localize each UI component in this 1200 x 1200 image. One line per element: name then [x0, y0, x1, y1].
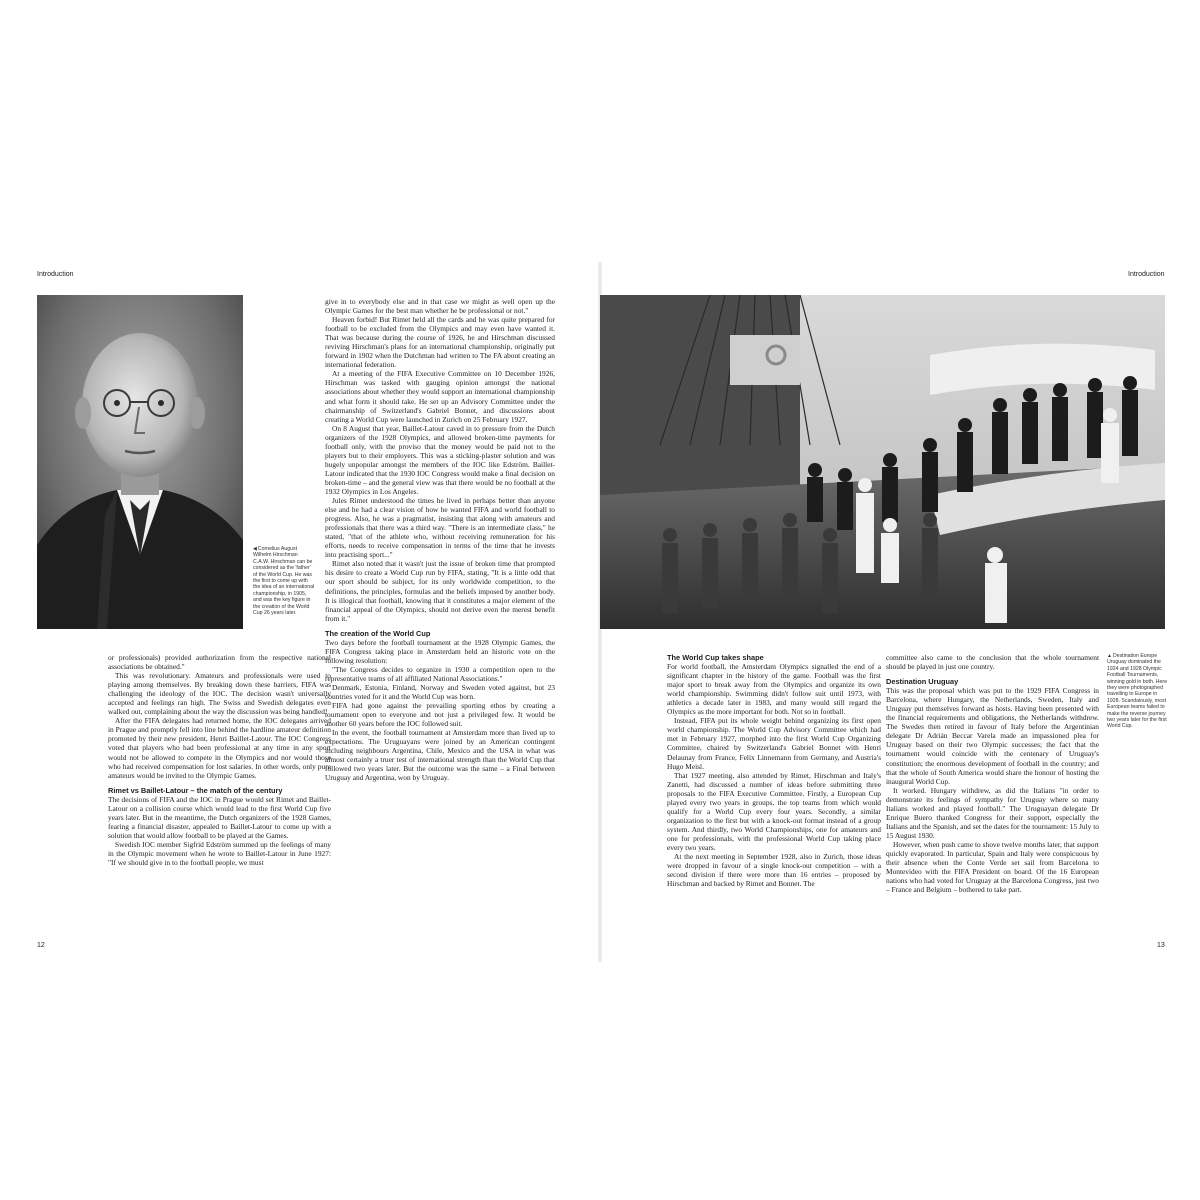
section-heading: The World Cup takes shape [667, 653, 764, 662]
body-paragraph: Swedish IOC member Sigfrid Edström summed up the feelings of many in the Olympic movement when he wrote to Baillet-Latour in June 1927: "If we should give in to the football people, we must [108, 839, 331, 868]
team-ship-photo [600, 295, 1165, 629]
right-page-column-1 [667, 653, 881, 888]
ship-caption-text: Destination Europe Uruguay dominated the 1924 and 1928 Olympic Football Tournaments, winning gold in both. Here they were photographed travelling to Europe in 1928. Scandalously, most European teams failed to make the reverse journey two years later for the first World Cup. [1107, 653, 1167, 730]
body-paragraph: This was revolutionary. Amateurs and professionals were used to playing among themselves. By breaking down these barriers, FIFA was challenging the ideology of the IOC. The decision wasn't universally accepted and feelings ran high. The Swiss and Swedish delegates even walked out, complaining about the way the discussion was being handled! [108, 671, 331, 717]
body-paragraph: At a meeting of the FIFA Executive Committee on 10 December 1926, Hirschman was tasked with gauging opinion amongst the national associations about whether they would support an international championship and what form it should take. He set up an Advisory Committee under the chairmanship of Switzerland's Gabriel Bonnet, and discussions about creating a World Cup were launched in Zurich on 25 February 1927. [325, 369, 555, 424]
body-paragraph: Denmark, Estonia, Finland, Norway and Sweden voted against, but 23 countries voted for it and the World Cup was born. [325, 682, 555, 702]
left-page-number: 12 [37, 942, 45, 949]
body-paragraph: committee also came to the conclusion that the whole tournament should be played in just one country. [886, 653, 1099, 672]
body-paragraph: It worked. Hungary withdrew, as did the Italians "in order to demonstrate its feelings of sympathy for Uruguay where so many Italians worked and played football." The Uruguayan delegate Dr Enrique Buero thanked Congress for their support, especially the Italians and the Spanish, and set the dates for the tournament: 15 July to 15 August 1930. [886, 785, 1099, 840]
portrait-caption [253, 546, 315, 616]
right-running-head: Introduction [1128, 271, 1165, 278]
left-running-head: Introduction [37, 271, 74, 278]
body-paragraph: Two days before the football tournament at the 1928 Olympic Games, the FIFA Congress taking place in Amsterdam held an historic vote on the following resolution: [325, 637, 555, 665]
caption-pointer-icon: ◀ [253, 546, 257, 552]
body-paragraph: In the event, the football tournament at Amsterdam more than lived up to expectations. The Uruguayans were joined by an American contingent including neighbours Argentina, Chile, Mexico and the USA in what was almost certainly a truer test of international strength than the World Cup that followed two years later. But the outcome was the same – a Final between Uruguay and Argentina, won by Uruguay. [325, 728, 555, 783]
portrait-caption-text: Cornelius August Wilhelm Hirschman C.A.W. Hirschman can be considered as the 'father' of the World Cup. He was the first to come up with the idea of an international championship, in 1905, and was the key figure in the creation of the World Cup 26 years later. [253, 546, 315, 617]
portrait-illustration [37, 295, 243, 629]
body-paragraph: FIFA had gone against the prevailing sporting ethos by creating a tournament open to everyone and not just a privileged few. It would be another 60 years before the IOC followed suit. [325, 701, 555, 729]
body-paragraph: On 8 August that year, Baillet-Latour caved in to pressure from the Dutch organizers of the 1928 Olympics, and allowed broken-time payments for football only, with the proviso that the money would be paid not to the players but to their employers. This was a sticking-plaster solution and was hugely unpopular amongst the members of the IOC like Edström. Baillet-Latour indicated that the 1930 IOC Congress would make a final decision on broken-time – and the general view was that there would be no football at the 1932 Olympics in Los Angeles. [325, 423, 555, 496]
left-page-column-2 [325, 297, 555, 782]
body-paragraph: After the FIFA delegates had returned home, the IOC delegates arrived in Prague and promptly fell into line behind the hardline amateur definition promoted by their new president, Henri Baillet-Latour. The IOC Congress voted that players who had been professional at any time in any sport would not be allowed to compete in the Olympics and nor would those who had received compensation for lost salaries. In other words, only pure amateurs would be invited to the Olympic Games. [108, 716, 331, 780]
section-heading: The creation of the World Cup [325, 628, 431, 638]
body-paragraph: "The Congress decides to organize in 1930 a competition open to the representative teams of all affiliated National Associations." [325, 664, 555, 683]
section-heading: Destination Uruguay [886, 677, 959, 687]
body-paragraph: For world football, the Amsterdam Olympics signalled the end of a significant chapter in the history of the game. Football was the first major sport to break away from the Olympics and organize its own world championship. Swimming didn't follow suit until 1973, with athletics a decade later in 1983, and many would still regard the Olympics as the more important for both. Not so in football. [667, 662, 881, 717]
portrait-photo-hirschman [37, 295, 243, 629]
right-page-column-2 [886, 653, 1099, 894]
body-paragraph: or professionals) provided authorization from the respective national associations be obtained." [108, 653, 331, 672]
ship-photo-caption [1107, 653, 1167, 730]
section-heading: Rimet vs Baillet-Latour – the match of the century [108, 785, 283, 795]
body-paragraph: However, when push came to shove twelve months later, that support quickly evaporated. In particular, Spain and Italy were conspicuous by their absence when the Conte Verde set sail from Barcelona to Montevideo with the FIFA President on board. Of the 16 European nations who had voted for Uruguay at the Barcelona Congress, just two – France and Belgium – bothered to take part. [886, 839, 1099, 895]
body-paragraph: Instead, FIFA put its whole weight behind organizing its first open world championship. The World Cup Advisory Committee which had met in February 1927, morphed into the first World Cup Organizing Committee, chaired by Switzerland's Gabriel Bonnet with Henri Delaunay from France, Felix Linnemann from Germany, and Austria's Hugo Meisl. [667, 716, 881, 771]
body-paragraph: The decisions of FIFA and the IOC in Prague would set Rimet and Baillet-Latour on a collision course which would lead to the first World Cup five years later. But in the meantime, the Dutch organizers of the 1928 Games, fearing a financial disaster, appealed to Baillet-Latour to come up with a solution that would allow football to be played at the Games. [108, 794, 331, 840]
body-paragraph: This was the proposal which was put to the 1929 FIFA Congress in Barcelona, where Hungary, the Netherlands, Sweden, Italy and Uruguay put themselves forward as hosts. Having been presented with the financial requirements and obligations, the Netherlands withdrew. The Swedes then retired in favour of Italy before the Argentinian delegate Dr Adrián Beccar Varela made an impassioned plea for Uruguay based on their two Olympic successes; the fact that the tournament would coincide with the centenary of Uruguay's constitution; the enormous development of football in the country; and that the whole of South America would share the honour of hosting the inaugural World Cup. [886, 686, 1099, 786]
ship-deck-illustration [600, 295, 1165, 629]
body-paragraph: Jules Rimet understood the times he lived in perhaps better than anyone else and he had a clear vision of how he wanted FIFA and world football to progress. Also, he was a pragmatist, insisting that along with amateurs and professionals that there was a third way. "There is an intermediate class," he stated, "that of the athlete who, without receiving remuneration for his efforts, needs to receive compensation in terms of the time that he invests into practising sport..." [325, 496, 555, 560]
right-page-number: 13 [1157, 942, 1165, 949]
body-paragraph: Rimet also noted that it wasn't just the issue of broken time that prompted his desire to create a World Cup run by FIFA, stating, "It is a little odd that our sport should be subject, for its only worldwide competition, to the definitions, the principles, formulas and the beliefs imposed by another body. It is illogical that football, knowing that it constitutes a major element of the financial appeal of the Olympics, should not derive even the merest benefit from it." [325, 559, 555, 623]
body-paragraph: That 1927 meeting, also attended by Rimet, Hirschman and Italy's Zanetti, had discussed a number of ideas before submitting three proposals to the FIFA Executive Committee. Firstly, a European Cup played every two years in groups, the top teams from which would qualify for a World Cup every four years. Secondly, a similar organization to the first but with a knock-out format instead of a group system. And thirdly, two World Championships, one for amateurs and one for professionals, with the professional World Cup taking place every two years. [667, 770, 881, 852]
caption-pointer-icon: ▲ [1107, 653, 1112, 659]
body-paragraph: At the next meeting in September 1928, also in Zurich, those ideas were dropped in favour of a single knock-out competition – with a second division if there were more than 16 entries – proposed by Hirschman and backed by Rimet and Bonnet. The [667, 852, 881, 889]
body-paragraph: Heaven forbid! But Rimet held all the cards and he was quite prepared for football to be excluded from the Olympics and may even have wanted it. That was because during the course of 1926, he and Hirschman discussed reviving Hirschman's plans for an international championship, originally put forward in 1902 when the Dutchman had written to The FA about creating an international federation. [325, 315, 555, 370]
body-paragraph: give in to everybody else and in that case we might as well open up the Olympic Games for the best man whether he be professional or not." [325, 297, 555, 316]
left-page-column-1 [108, 653, 331, 867]
